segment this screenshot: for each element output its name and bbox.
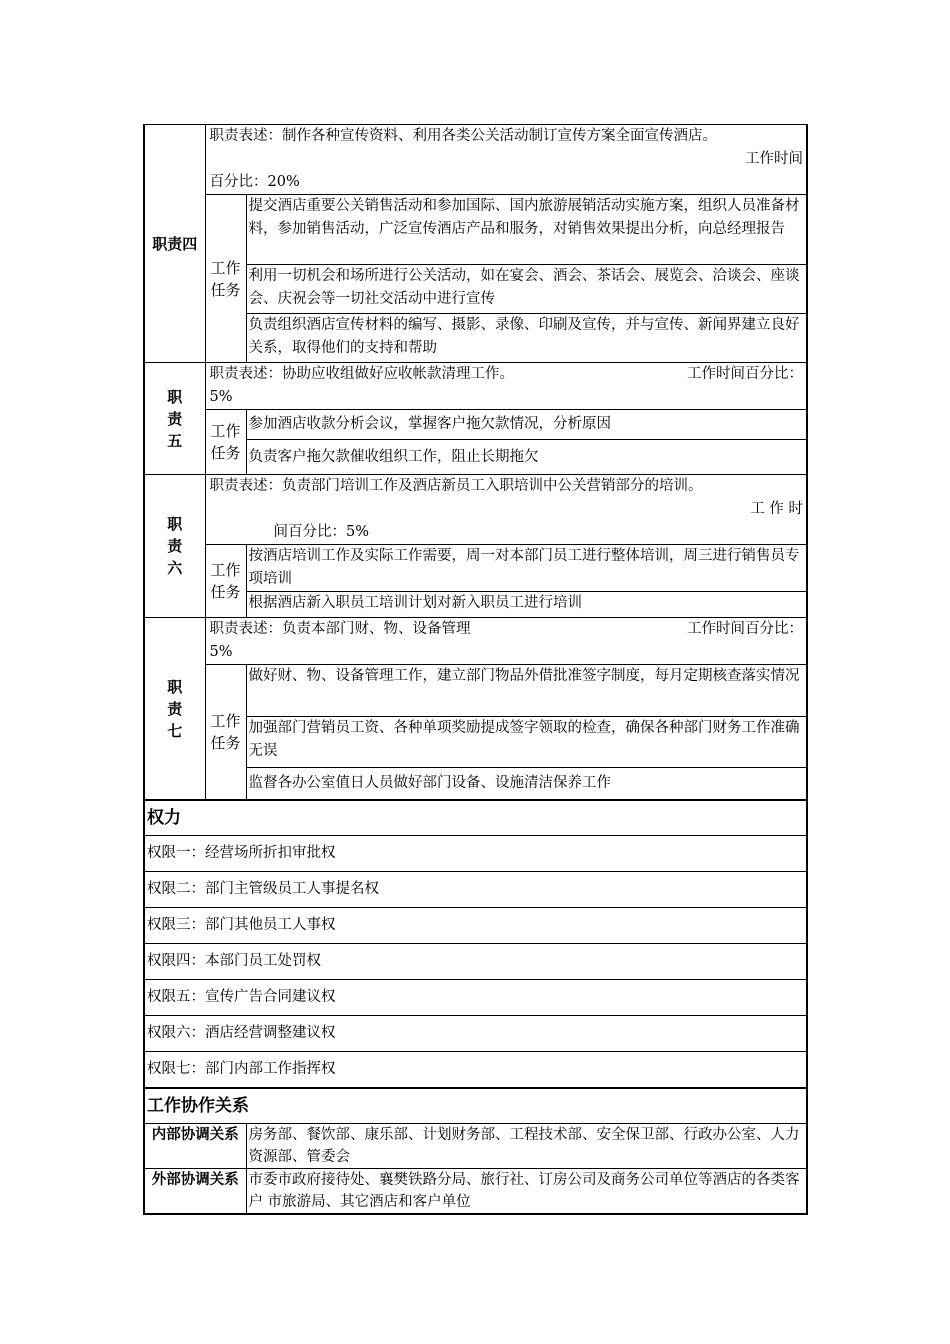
duty-5-task-label: 工作任务 xyxy=(205,410,246,475)
duty-7-time-value: 5% xyxy=(209,644,233,660)
duty-5-task-2: 负责客户拖欠款催收组织工作，阻止长期拖欠 xyxy=(246,440,807,475)
duty-7-time-label: 工作时间百分比： xyxy=(687,621,803,637)
cooperation-heading: 工作协作关系 xyxy=(144,1088,807,1124)
duty-4-task-2: 利用一切机会和场所进行公关活动，如在宴会、酒会、茶话会、展览会、洽谈会、座谈会、庆祝会等一切社交活动中进行宣传 xyxy=(246,265,807,314)
duty-6-description xyxy=(205,475,807,545)
external-coordination-label: 外部协调关系 xyxy=(144,1169,246,1215)
duty-5-description xyxy=(205,363,807,410)
authority-item-3: 权限三：部门其他员工人事权 xyxy=(144,908,807,944)
authority-item-6: 权限六：酒店经营调整建议权 xyxy=(144,1016,807,1052)
duty-4-task-3: 负责组织酒店宣传材料的编写、摄影、录像、印刷及宣传，并与宣传、新闻界建立良好关系，取得他们的支持和帮助 xyxy=(246,314,807,363)
duty-7-task-2: 加强部门营销员工资、各种单项奖励提成签字领取的检查，确保各种部门财务工作准确无误 xyxy=(246,717,807,768)
authority-item-2: 权限二：部门主管级员工人事提名权 xyxy=(144,872,807,908)
duty-4-description-row xyxy=(144,125,807,195)
duty-7-description-text: 职责表述：负责本部门财、物、设备管理 xyxy=(209,621,471,637)
duty-4-time-value: 百分比：20% xyxy=(209,174,300,190)
duty-5-time-value: 5% xyxy=(209,389,233,405)
internal-coordination-label: 内部协调关系 xyxy=(144,1124,246,1169)
duty-4-label: 职责四 xyxy=(144,125,205,363)
duty-6-task-2: 根据酒店新入职员工培训计划对新入职员工进行培训 xyxy=(246,592,807,618)
duty-7-task-1: 做好财、物、设备管理工作，建立部门物品外借批准签字制度，每月定期核查落实情况 xyxy=(246,665,807,717)
duty-7-label: 职责七 xyxy=(144,618,205,801)
authority-item-7: 权限七：部门内部工作指挥权 xyxy=(144,1052,807,1089)
duty-4-time-label: 工作时间 xyxy=(745,151,803,167)
duty-5-description-text: 职责表述：协助应收组做好应收帐款清理工作。 xyxy=(209,366,514,382)
duty-7-task-label: 工作任务 xyxy=(205,665,246,801)
job-description-document xyxy=(143,124,808,1215)
duty-6-label: 职责六 xyxy=(144,475,205,618)
duty-4-description-text: 职责表述：制作各种宣传资料、利用各类公关活动制订宣传方案全面宣传酒店。 xyxy=(209,128,717,144)
duty-5-label: 职责五 xyxy=(144,363,205,475)
authority-item-4: 权限四：本部门员工处罚权 xyxy=(144,944,807,980)
duty-6-description-text: 职责表述：负责部门培训工作及酒店新员工入职培训中公关营销部分的培训。 xyxy=(209,478,703,494)
duty-6-task-label: 工作任务 xyxy=(205,545,246,618)
duty-5-time-label: 工作时间百分比： xyxy=(687,366,803,382)
duty-7-description xyxy=(205,618,807,665)
external-coordination-value: 市委市政府接待处、襄樊铁路分局、旅行社、订房公司及商务公司单位等酒店的各类客户 市旅游局、其它酒店和客户单位 xyxy=(246,1169,807,1215)
authority-heading: 权力 xyxy=(144,800,807,836)
duty-4-task-1: 提交酒店重要公关销售活动和参加国际、国内旅游展销活动实施方案，组织人员准备材料，参加销售活动，广泛宣传酒店产品和服务，对销售效果提出分析，向总经理报告 xyxy=(246,195,807,265)
duty-7-task-3: 监督各办公室值日人员做好部门设备、设施清洁保养工作 xyxy=(246,768,807,801)
duty-4-task-label: 工作任务 xyxy=(205,195,246,363)
authority-item-1: 权限一：经营场所折扣审批权 xyxy=(144,836,807,872)
authority-item-5: 权限五：宣传广告合同建议权 xyxy=(144,980,807,1016)
duty-6-time-label: 工 作 时 xyxy=(750,501,803,517)
duties-table xyxy=(143,124,808,1215)
duty-4-description xyxy=(205,125,807,195)
duty-6-task-1: 按酒店培训工作及实际工作需要，周一对本部门员工进行整体培训，周三进行销售员专项培训 xyxy=(246,545,807,592)
internal-coordination-value: 房务部、餐饮部、康乐部、计划财务部、工程技术部、安全保卫部、行政办公室、人力资源部、管委会 xyxy=(246,1124,807,1169)
duty-5-task-1: 参加酒店收款分析会议，掌握客户拖欠款情况，分析原因 xyxy=(246,410,807,440)
duty-6-time-value: 间百分比：5% xyxy=(273,524,370,540)
